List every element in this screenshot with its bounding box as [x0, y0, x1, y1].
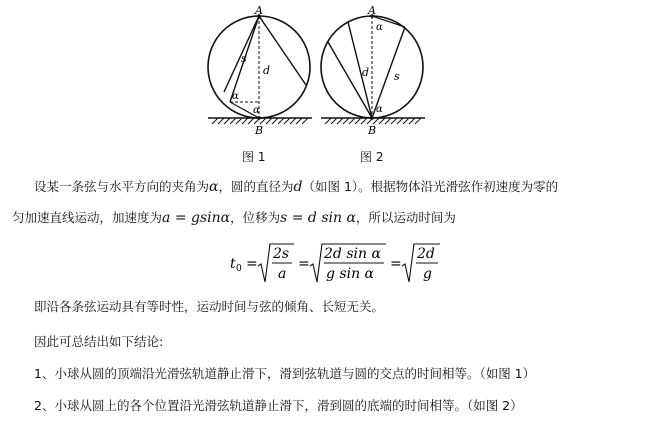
formula-eq-3: = — [390, 256, 402, 272]
fig1-label-alpha-2: α — [253, 105, 260, 116]
formula-frac1-den: a — [278, 266, 287, 282]
fig2-label-a: A — [368, 4, 376, 17]
fig2-chord-left — [328, 42, 372, 118]
figures — [0, 0, 652, 172]
math-acceleration: a = gsinα — [162, 210, 231, 226]
fig1-label-b: B — [255, 124, 264, 137]
math-alpha: α — [209, 179, 219, 195]
formula-frac1-num: 2s — [273, 246, 290, 262]
text-segment: ，位移为 — [230, 210, 281, 225]
formula-frac3-den: g — [423, 266, 432, 282]
paragraph-setup-line-1 — [34, 178, 558, 196]
formula-lhs-sub: 0 — [236, 264, 242, 274]
text-segment: （如图 1）。根据物体沿光滑弦作初速度为零的 — [302, 179, 559, 194]
fig1-label-alpha: α — [232, 91, 239, 102]
fig2-label-b: B — [368, 124, 377, 137]
figure-2-caption: 图 2 — [360, 150, 384, 164]
fig2-label-alpha-2: α — [376, 104, 383, 115]
formula-eq-1: = — [246, 256, 258, 272]
conclusion-item-1: 1、小球从圆的顶端沿光滑弦轨道静止滑下，滑到弦轨道与圆的交点的时间相等。（如图 1） — [34, 366, 536, 381]
text-segment: 设某一条弦与水平方向的夹角为 — [34, 179, 210, 194]
text-segment: ，圆的直径为 — [218, 179, 294, 194]
text-segment: ，所以运动时间为 — [355, 210, 456, 225]
formula-frac2-den: g sin α — [326, 266, 374, 282]
fig2-label-d: d — [362, 66, 370, 79]
fig1-label-s: s — [241, 52, 247, 65]
time-formula — [228, 240, 448, 288]
fig2-label-alpha: α — [376, 22, 383, 33]
fig2-label-s: s — [394, 70, 400, 83]
formula-frac3-num: 2d — [417, 246, 435, 262]
formula-frac2-num: 2d sin α — [324, 246, 381, 262]
math-d: d — [293, 179, 303, 195]
figure-1 — [208, 4, 312, 137]
formula-eq-2: = — [298, 256, 310, 272]
paragraph-isochrony: 即沿各条弦运动具有等时性，运动时间与弦的倾角、长短无关。 — [34, 299, 385, 314]
paragraph-conclusion-intro: 因此可总结出如下结论: — [34, 334, 164, 349]
fig1-label-a: A — [255, 4, 263, 17]
figure-1-caption: 图 1 — [242, 150, 266, 164]
paragraph-setup-line-2 — [12, 209, 456, 227]
conclusion-item-2: 2、小球从圆上的各个位置沿光滑弦轨道静止滑下，滑到圆的底端的时间相等。（如图 2） — [34, 398, 523, 413]
fig2-point-b — [370, 116, 374, 120]
formula-lhs: t — [230, 256, 236, 272]
fig1-label-d: d — [263, 64, 271, 77]
math-displacement: s = d sin α — [280, 210, 356, 226]
text-segment: 匀加速直线运动，加速度为 — [12, 210, 163, 225]
fig1-point-b — [257, 116, 261, 120]
figure-2 — [321, 4, 425, 137]
